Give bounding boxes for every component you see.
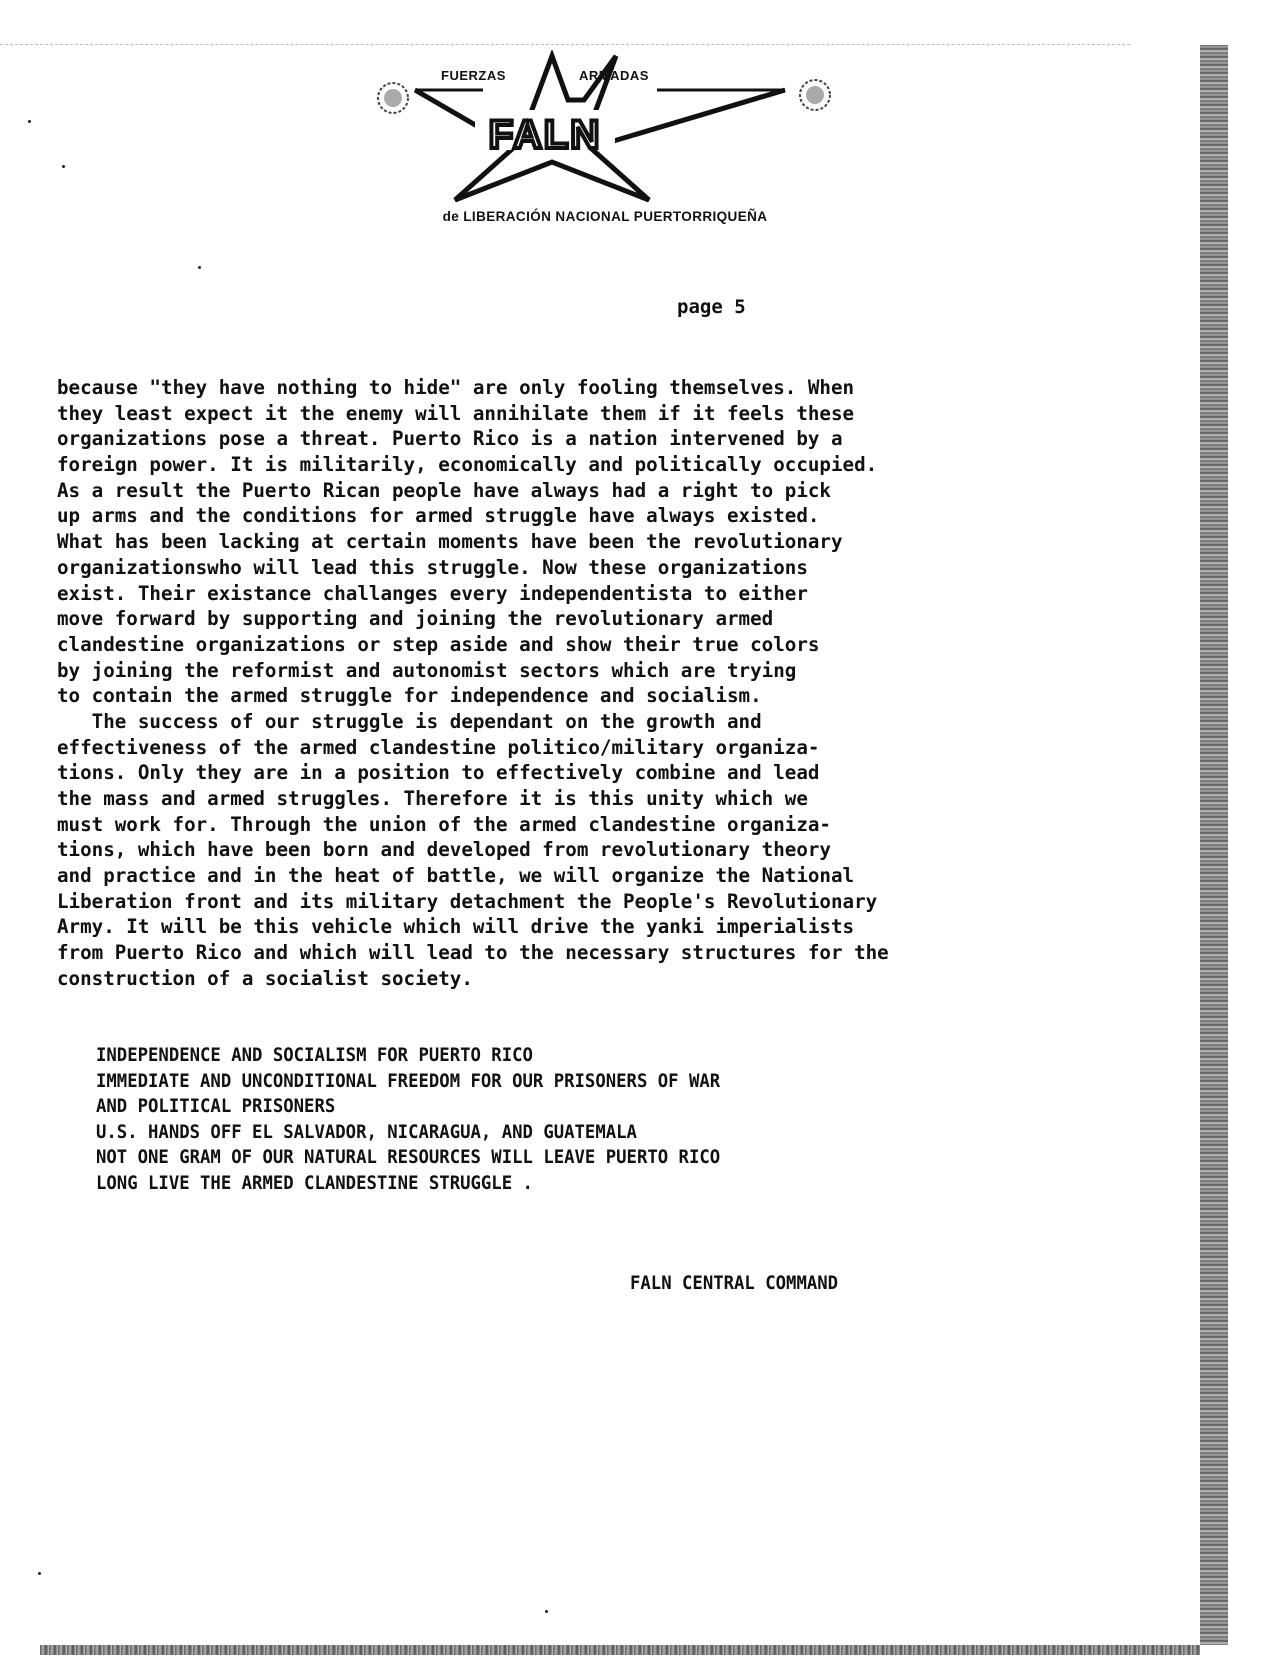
body-line: clandestine organizations or step aside and show their true colors	[57, 632, 820, 656]
body-line: tions. Only they are in a position to effectively combine and lead	[57, 761, 820, 785]
scan-speck	[545, 1610, 548, 1613]
body-line: and practice and in the heat of battle, we will organize the National	[57, 864, 855, 888]
body-line: What has been lacking at certain moments have been the revolutionary	[57, 530, 843, 554]
page-number: page 5	[677, 296, 746, 318]
body-line: up arms and the conditions for armed struggle have always existed.	[57, 504, 820, 528]
scan-speck	[38, 1572, 41, 1575]
faln-letterhead-logo	[375, 50, 835, 240]
body-line: organizationswho will lead this struggle. Now these organizations	[57, 555, 808, 579]
body-line: Army. It will be this vehicle which will drive the yanki imperialists	[57, 915, 855, 939]
body-line: by joining the reformist and autonomist sectors which are trying	[57, 658, 797, 682]
body-line: The success of our struggle is dependant on the growth and	[57, 709, 762, 733]
body-line: they least expect it the enemy will annihilate them if it feels these	[57, 401, 855, 425]
body-line: because "they have nothing to hide" are only fooling themselves. When	[57, 376, 855, 399]
slogan-line: LONG LIVE THE ARMED CLANDESTINE STRUGGLE .	[96, 1172, 533, 1194]
body-line: from Puerto Rico and which will lead to the necessary structures for the	[57, 941, 889, 965]
body-line: exist. Their existance challanges every independentista to either	[57, 581, 808, 605]
body-line: must work for. Through the union of the armed clandestine organiza-	[57, 812, 831, 836]
body-line: construction of a socialist society.	[57, 966, 473, 990]
body-line: the mass and armed struggles. Therefore it is this unity which we	[57, 787, 808, 810]
slogan-line: NOT ONE GRAM OF OUR NATURAL RESOURCES WILL LEAVE PUERTO RICO	[96, 1147, 721, 1168]
body-line: foreign power. It is militarily, economically and politically occupied.	[57, 453, 878, 477]
body-line: As a result the Puerto Rican people have always had a right to pick	[57, 478, 831, 502]
body-line: effectiveness of the armed clandestine politico/military organiza-	[57, 735, 820, 759]
body-paragraphs	[57, 375, 1107, 992]
scan-speck	[28, 120, 31, 123]
body-line: to contain the armed struggle for independence and socialism.	[57, 684, 762, 708]
slogan-line: U.S. HANDS OFF EL SALVADOR, NICARAGUA, AND GUATEMALA	[96, 1121, 637, 1143]
slogan-list	[96, 1043, 924, 1196]
logo-word-fuerzas: FUERZAS	[441, 68, 506, 83]
letterhead-subtitle: de LIBERACIÓN NACIONAL PUERTORRIQUEÑA	[442, 209, 768, 224]
scan-bottom-edge	[40, 1645, 1200, 1655]
body-line: Liberation front and its military detachment the People's Revolutionary	[57, 889, 878, 913]
body-line: organizations pose a threat. Puerto Rico is a nation intervened by a	[57, 427, 843, 451]
slogan-line: INDEPENDENCE AND SOCIALISM FOR PUERTO RICO	[96, 1045, 533, 1066]
slogan-line: IMMEDIATE AND UNCONDITIONAL FREEDOM FOR OUR PRISONERS OF WAR	[96, 1070, 721, 1092]
faln-acronym: FALN	[488, 113, 602, 157]
body-line: tions, which have been born and developed from revolutionary theory	[57, 838, 831, 862]
slogan-line: AND POLITICAL PRISONERS	[96, 1096, 336, 1117]
body-line: move forward by supporting and joining the revolutionary armed	[57, 607, 774, 631]
scan-right-edge	[1200, 45, 1228, 1645]
scan-top-rule	[0, 44, 1130, 45]
logo-word-armadas: ARMADAS	[579, 68, 649, 83]
scan-speck	[198, 266, 201, 269]
signature-line: FALN CENTRAL COMMAND	[630, 1273, 839, 1294]
scan-speck	[62, 165, 65, 168]
